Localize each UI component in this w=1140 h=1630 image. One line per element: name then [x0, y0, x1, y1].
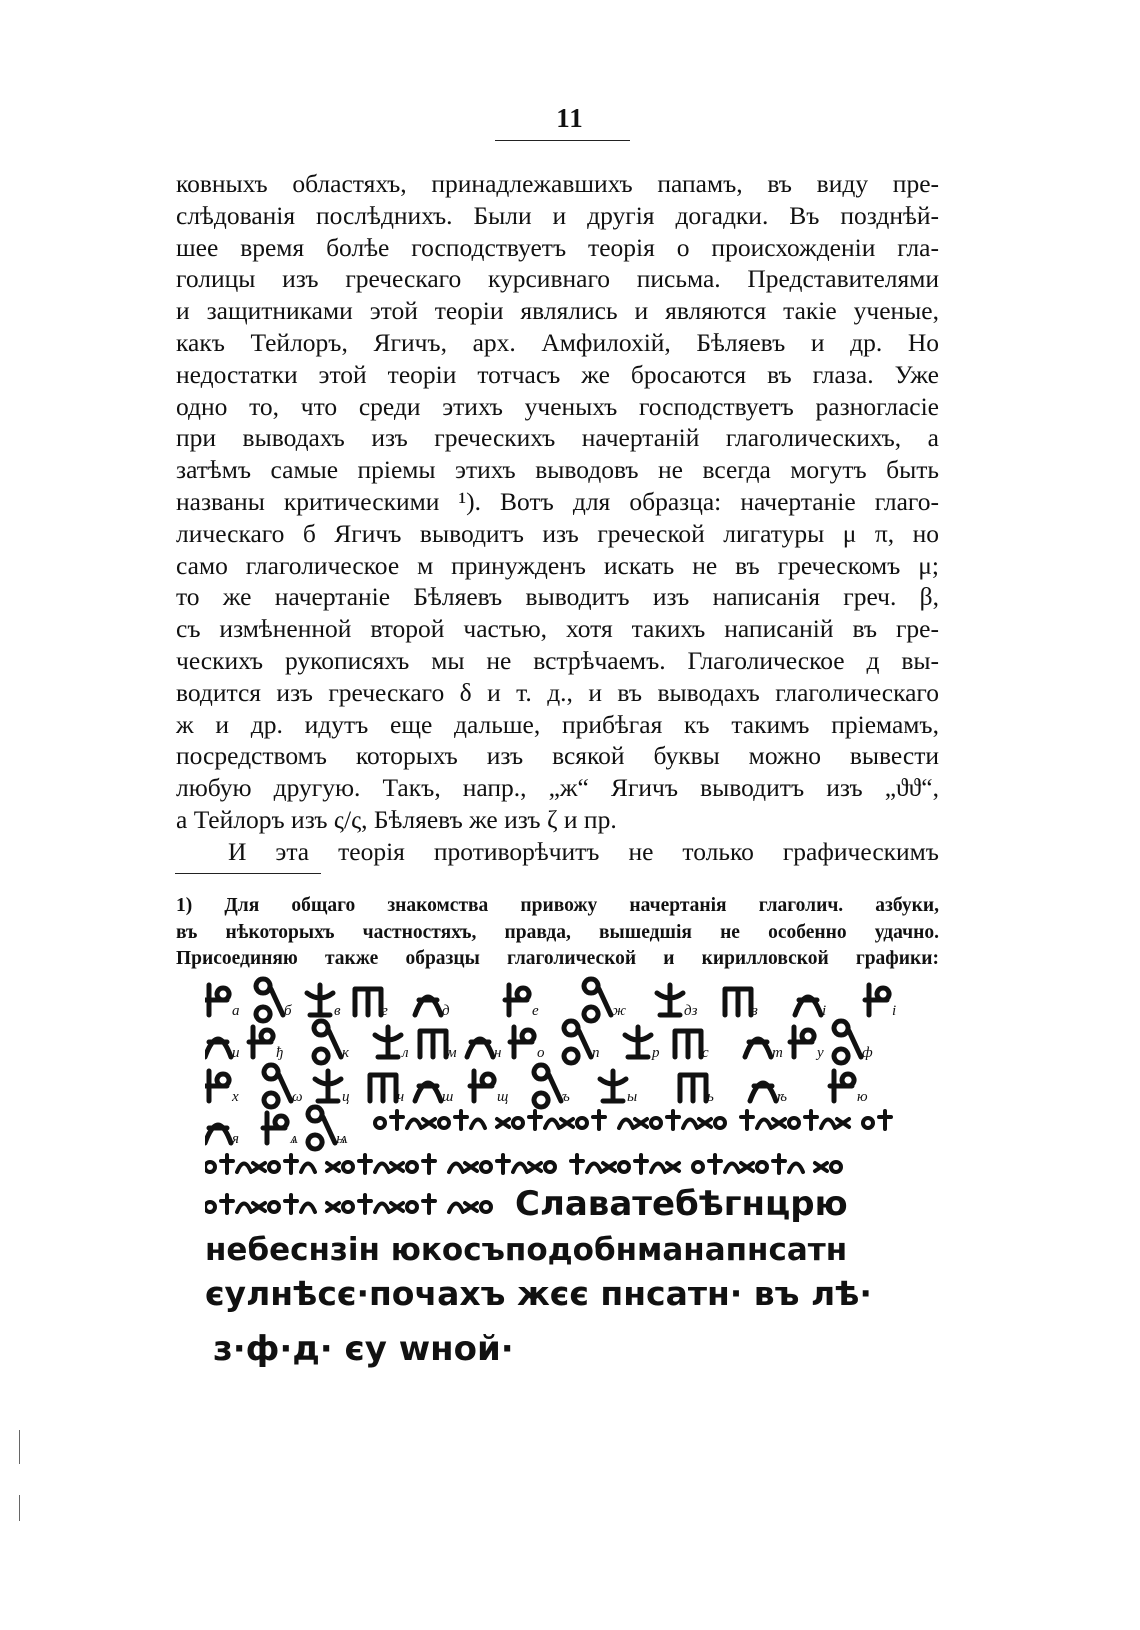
page-number: 11 [556, 103, 584, 133]
glagolitic-glyph [657, 985, 683, 1015]
glyph-subscript: в [334, 1003, 341, 1019]
glyph-subscript: т [772, 1045, 783, 1061]
glyph-subscript: к [342, 1045, 350, 1061]
footnote-line: въ нѣкоторыхъ частностяхъ, правда, вышедшія не особенно удачно. [176, 921, 939, 943]
text-line: шее время болѣе господствуетъ теорія о происхожденіи гла- [176, 232, 939, 262]
glyph-subscript: і [892, 1003, 897, 1019]
glagolitic-glyph [307, 985, 333, 1015]
glyph-subscript: з [752, 1003, 758, 1019]
glagolitic-glyph [680, 1075, 706, 1101]
glagolitic-glyph [370, 1075, 396, 1101]
glyph-subscript: г [382, 1003, 388, 1019]
glagolitic-glyph [470, 1071, 494, 1101]
text-line: названы критическими ¹). Вотъ для образца: начертаніе глаго- [176, 486, 939, 516]
text-line: то же начертаніе Бѣляевъ выводитъ изъ написанія греч. β, [176, 582, 939, 612]
glagolitic-glyph [308, 1107, 335, 1149]
glyph-subscript: е [532, 1003, 539, 1019]
glyph-subscript: р [652, 1045, 660, 1061]
glagolitic-glyph [415, 997, 441, 1015]
glagolitic-glyph [315, 1071, 341, 1101]
text-line: лическаго б Ягичъ выводитъ изъ греческой лигатуры μ π, но [176, 518, 939, 548]
glagolitic-glyph [534, 1065, 561, 1107]
glyph-subscript: ь [707, 1089, 714, 1105]
glagolitic-glyph [314, 1021, 341, 1063]
glagolitic-running-text [205, 1195, 491, 1213]
glyph-subscript: ю [857, 1089, 868, 1105]
glyph-subscript: п [592, 1045, 600, 1061]
text-line: ческихъ рукописяхъ мы не встрѣчаемъ. Глаголическое д вы- [176, 645, 939, 675]
text-line: ж и др. идутъ еще дальше, прибѣгая къ такимъ пріемамъ, [176, 709, 939, 739]
glyph-subscript: ъ [562, 1089, 570, 1105]
glagolitic-glyph [725, 989, 751, 1015]
glyph-subscript: ѧ [290, 1131, 299, 1147]
glyph-subscript: о [537, 1045, 545, 1061]
glyph-subscript: л [402, 1045, 409, 1061]
glagolitic-glyph [865, 985, 889, 1015]
scan-margin-mark [19, 1495, 20, 1521]
footnote-line: 1) Для общаго знакомства привожу начертанія глаголич. азбуки, [176, 895, 939, 916]
glyph-subscript: д [442, 1003, 450, 1019]
glagolitic-glyph [834, 1021, 861, 1063]
cyrillic-specimen-line: єулнѣсє·почахъ жєє пнсатн· въ лѣ· [205, 1274, 872, 1313]
glyph-subscript: дз [684, 1003, 698, 1019]
glyph-subscript: я [232, 1131, 239, 1147]
text-line: съ измѣненной второй частью, хотя такихъ написаній въ гре- [176, 614, 939, 644]
glagolitic-glyph [375, 1027, 401, 1057]
glagolitic-glyph [205, 1125, 231, 1143]
glyph-subscript: ђ [276, 1045, 284, 1061]
glagolitic-glyph [355, 989, 381, 1015]
glagolitic-glyph [205, 985, 229, 1015]
glagolitic-glyph [256, 979, 283, 1021]
paragraph-start-line: И эта теорія противорѣчитъ не только графическимъ [228, 836, 939, 866]
script-specimen-plate [205, 975, 925, 1395]
glyph-subscript: у [817, 1045, 824, 1061]
glyph-subscript: і [822, 1003, 827, 1019]
text-line: затѣмъ самые пріемы этихъ выводовъ не всегда могутъ быть [176, 455, 939, 485]
text-line: какъ Тейлоръ, Ягичъ, арх. Амфилохій, Бѣляевъ и др. Но [176, 327, 939, 357]
glagolitic-glyph [264, 1065, 291, 1107]
glagolitic-glyph [830, 1071, 854, 1101]
glagolitic-glyph [510, 1027, 534, 1057]
main-text [176, 168, 939, 868]
glyph-subscript: ц [342, 1089, 350, 1105]
glyph-subscript: х [232, 1089, 239, 1105]
footnote-line: Присоединяю также образцы глаголической и кирилловской графики: [176, 948, 939, 969]
glyph-subscript: и [232, 1045, 240, 1061]
text-line: любую другую. Такъ, напр., „ж“ Ягичъ выводитъ изъ „ϑϑ“, [176, 773, 939, 803]
glagolitic-glyph [600, 1071, 626, 1101]
glagolitic-glyph [205, 1039, 231, 1057]
glagolitic-glyph [420, 1031, 446, 1057]
glyph-subscript: ы [627, 1089, 638, 1105]
page-number-rule [495, 140, 630, 141]
scan-margin-mark [19, 1430, 20, 1464]
glagolitic-glyph [415, 1083, 441, 1101]
text-line: недостатки этой теоріи тотчасъ же бросаются въ глаза. Уже [176, 359, 939, 389]
text-line: ковныхъ областяхъ, принадлежавшихъ папамъ, въ виду пре- [176, 169, 939, 198]
cyrillic-specimen-line: з·ф·д· єу wной· [213, 1329, 514, 1369]
glagolitic-glyph [564, 1021, 591, 1063]
glyph-subscript: б [284, 1003, 292, 1019]
text-line: само глаголическое м принужденъ искать не въ греческомъ μ; [176, 550, 939, 580]
glagolitic-running-text [205, 1155, 841, 1173]
text-line: при выводахъ изъ греческихъ начертаній глаголическихъ, а [176, 423, 939, 453]
text-line: а Тейлоръ изъ ς/ς, Бѣляевъ же изъ ζ и пр. [176, 804, 617, 834]
glyph-subscript: ф [862, 1045, 873, 1061]
glyph-subscript: н [494, 1045, 502, 1061]
glyph-subscript: ѣ [777, 1089, 788, 1105]
text-line: и защитниками этой теоріи являлись и являются такіе ученые, [176, 296, 939, 326]
glagolitic-glyph [584, 979, 611, 1021]
glagolitic-glyph [795, 997, 821, 1015]
glagolitic-glyph [505, 985, 529, 1015]
cyrillic-specimen-line: Славатебѣгнцрю [515, 1184, 848, 1224]
footnote [176, 893, 939, 973]
specimen-graphic [205, 975, 925, 1395]
glyph-subscript: с [702, 1045, 709, 1061]
glyph-subscript: ш [442, 1089, 454, 1105]
glagolitic-glyph [249, 1027, 273, 1057]
glagolitic-glyph [675, 1031, 701, 1057]
glagolitic-glyph [263, 1113, 287, 1143]
cyrillic-specimen-line: небеснзін юкосъподобнманапнсатн [205, 1232, 848, 1268]
glagolitic-glyph [625, 1027, 651, 1057]
text-line: водится изъ греческаго δ и т. д., и въ выводахъ глаголическаго [176, 677, 939, 707]
glagolitic-glyph [790, 1027, 814, 1057]
text-line: слѣдованія послѣднихъ. Были и другія догадки. Въ позднѣй- [176, 200, 939, 230]
glagolitic-running-text [375, 1111, 891, 1129]
glyph-subscript: щ [497, 1089, 509, 1105]
glyph-subscript: ж [612, 1003, 626, 1019]
text-line: голицы изъ греческаго курсивнаго письма. Представителями [176, 264, 939, 294]
glyph-subscript: ч [397, 1089, 405, 1105]
footnote-rule [175, 873, 321, 874]
glyph-subscript: ѩ [336, 1131, 348, 1147]
glyph-subscript: а [232, 1003, 240, 1019]
glagolitic-glyph [750, 1083, 776, 1101]
text-line: одно то, что среди этихъ ученыхъ господствуетъ разногласіе [176, 391, 939, 421]
glagolitic-glyph [745, 1039, 771, 1057]
glyph-subscript: ω [292, 1089, 303, 1105]
glyph-subscript: м [447, 1045, 457, 1061]
text-line: посредствомъ которыхъ изъ всякой буквы можно вывести [176, 741, 939, 771]
glagolitic-glyph [467, 1039, 493, 1057]
glagolitic-glyph [205, 1071, 229, 1101]
